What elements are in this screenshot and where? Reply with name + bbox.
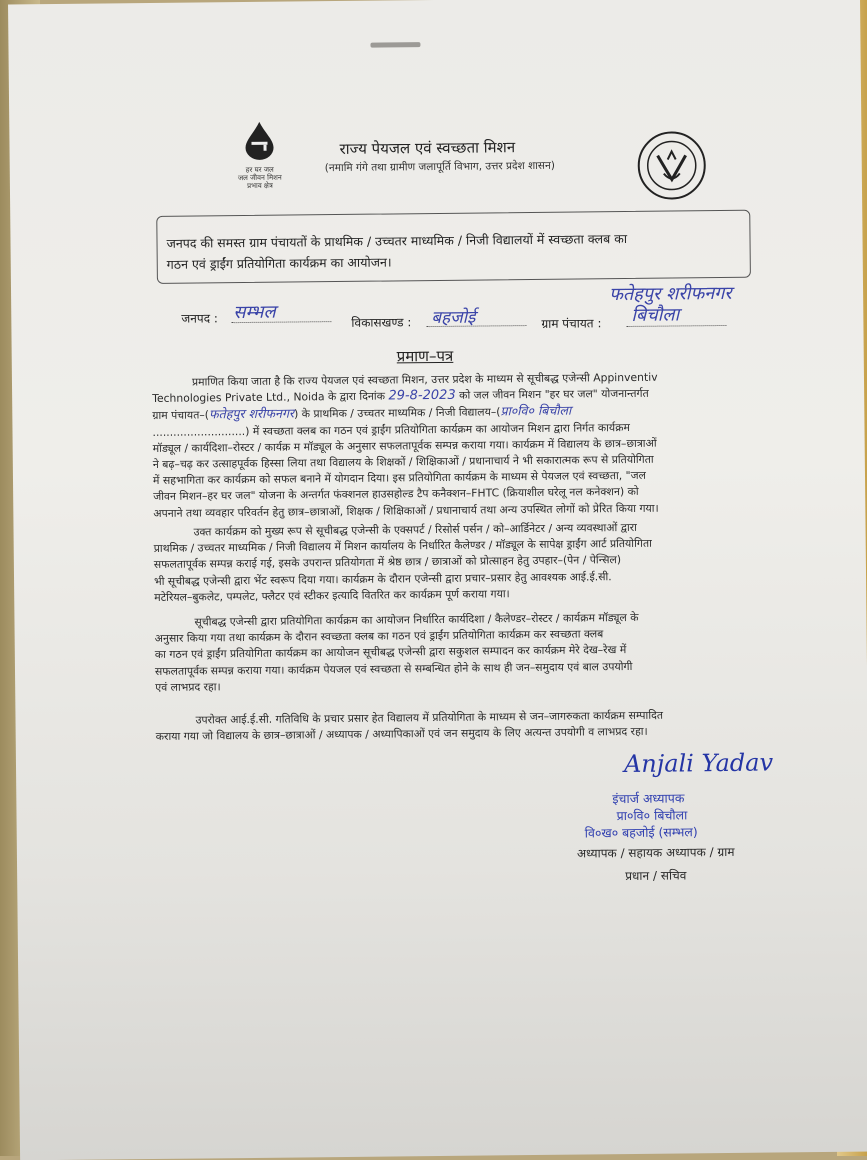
para1-line-6: ने बढ़–चढ़ कर उत्साहपूर्वक हिस्सा लिया तथा विद्यालय के शिक्षकों / शिक्षिकाओं / प्रधानाचार्य ने भी सकारात्मक रूप से प्रतियोगिता xyxy=(152,452,654,471)
para1-line-7: में सहभागिता कर कार्यक्रम को सफल बनाने में योगदान दिया। इस प्रतियोगिता कार्यक्रम के माध्यम से पेयजल एवं स्वच्छता, "जल xyxy=(152,469,646,488)
janpad-dotline xyxy=(231,321,331,323)
para2-line-4: भी सूचीबद्ध एजेन्सी द्वारा भेंट स्वरूप दिया गया। कार्यक्रम के दौरान एजेन्सी द्वारा प्रचार–प्रसार हेतु आवश्यक आई.ई.सी. xyxy=(154,569,612,588)
para1-line-3a: ग्राम पंचायत–( xyxy=(152,408,209,423)
para3-line-3: का गठन एवं ड्राईंग प्रतियोगिता कार्यक्रम का आयोजन सूचीबद्ध एजेन्सी द्वारा सकुशल सम्पादन कर कार्यक्रम मेरे देख–रेख में xyxy=(154,643,627,662)
para2-line-3: सफलतापूर्वक सम्पन्न कराई गई, इसके उपरान्त प्रतियोगता में श्रेष्ठ छात्र / छात्राओं को प्रोत्साहन हेतु उपहार–(पेन / पेन्सिल) xyxy=(153,553,622,572)
emblem-icon xyxy=(635,129,708,202)
para3-line-2: अनुसार किया गया तथा कार्यक्रम के दौरान स्वच्छता क्लब का गठन एवं ड्राईंग प्रतियोगिता कार्यक्रम कर स्वच्छता क्लब xyxy=(154,627,604,646)
logo-text-2: जल जीवन मिशन xyxy=(237,173,282,183)
subject-line-2: गठन एवं ड्राईंग प्रतियोगिता कार्यक्रम का आयोजन। xyxy=(166,254,392,272)
para4-line-1: उपरोक्त आई.ई.सी. गतिविधि के प्रचार प्रसार हेत विद्यालय में प्रतियोगिता के माध्यम से जन–जागरुकता कार्यक्रम सम्पादित xyxy=(195,708,664,727)
up-government-emblem xyxy=(635,129,708,206)
para3-line-5: एवं लाभप्रद रहा। xyxy=(155,680,221,694)
paragraph-2 xyxy=(153,519,754,606)
para1-line-3b: ) के प्राथमिक / उच्चतर माध्यमिक / निजी विद्यालय–( xyxy=(294,405,501,421)
paragraph-1 xyxy=(152,369,754,522)
para1-line-2a: Technologies Private Ltd., Noida के द्वारा दिनांक xyxy=(152,389,386,406)
signature-stamp xyxy=(584,789,698,841)
para4-line-2: कराया गया जो विद्यालय के छात्र–छात्राओं / अध्यापक / अध्यापिकाओं एवं जन समुदाय के लिए अत्यन्त उपयोगी व लाभप्रद रहा। xyxy=(155,725,648,744)
para1-line-9: अपनाने तथा व्यवहार परिवर्तन हेतु छात्र–छात्राओं, शिक्षक / शिक्षिकाओं / प्रधानाचार्य तथा अन्य उपस्थित लोगों को प्रेरित किया गया। xyxy=(153,501,659,520)
role-line-1: अध्यापक / सहायक अध्यापक / ग्राम xyxy=(576,844,735,861)
signatory-role xyxy=(577,843,735,885)
gram-panchayat-label: ग्राम पंचायत : xyxy=(541,316,602,331)
vikaskhand-dotline xyxy=(426,325,526,327)
para1-line-5: मॉड्यूल / कार्यदिशा–रोस्टर / कार्यक्र म मॉड्यूल के अनुसार सफलतापूर्वक सम्पन्न कराया गया। कार्यक्रम में विद्यालय के छात्र–छात्राओं xyxy=(152,436,657,455)
stamp-line-2: प्रा०वि० बिचौला xyxy=(616,807,688,824)
logo-text-1: हर घर जल xyxy=(245,165,274,174)
handwritten-signature: Anjali Yadav xyxy=(623,748,774,779)
para2-line-5: मटेरियल–बुकलेट, पम्पलेट, फ्लैटर एवं स्टीकर इत्यादि वितरित कर कार्यक्रम पूर्ण कराया गया। xyxy=(154,587,510,604)
gram-panchayat-value-top: फतेहपुर शरीफनगर xyxy=(608,282,732,306)
water-drop-icon xyxy=(239,120,279,162)
subject-text xyxy=(166,227,736,275)
certificate-title: प्रमाण–पत्र xyxy=(396,346,454,366)
document-page xyxy=(8,0,867,1160)
para2-line-2: प्राथमिक / उच्चतर माध्यमिक / निजी विद्यालय में मिशन कार्यालय के निर्धारित कैलेण्डर / मॉड्यूल के सापेक्ष ड्राईंग आर्ट प्रतियोगिता xyxy=(153,536,652,556)
staple-mark xyxy=(370,42,420,48)
gram-panchayat-dotline xyxy=(626,325,726,327)
vikaskhand-value: बहजोई xyxy=(431,307,476,329)
role-line-2: प्रधान / सचिव xyxy=(625,868,687,884)
subject-line-1: जनपद की समस्त ग्राम पंचायतों के प्राथमिक / उच्चतर माध्यमिक / निजी विद्यालयों में स्वच्छता क्लब का xyxy=(166,230,628,251)
program-date: 29-8-2023 xyxy=(388,387,456,404)
janpad-label: जनपद : xyxy=(181,311,219,326)
paragraph-4 xyxy=(155,707,755,746)
vikaskhand-label: विकासखण्ड : xyxy=(351,315,412,330)
paragraph-3 xyxy=(154,609,755,696)
jal-jeevan-mission-logo xyxy=(224,119,295,200)
school-handwritten: प्रा०वि० बिचौला xyxy=(500,402,572,419)
gram-panchayat-value: बिचौला xyxy=(631,304,680,326)
header-title: राज्य पेयजल एवं स्वच्छता मिशन xyxy=(339,138,516,158)
para1-line-8: जीवन मिशन–हर घर जल" योजना के अन्तर्गत फंक्शनल हाउसहोल्ड टैप कनैक्शन–FHTC (क्रियाशील घरेलू नल कनेक्शन) को xyxy=(153,485,639,504)
para3-line-1: सूचीबद्ध एजेन्सी द्वारा प्रतियोगिता कार्यक्रम का आयोजन निर्धारित कार्यदिशा / कैलेण्डर–रोस्टर / कार्यक्रम मॉड्यूल के xyxy=(194,610,639,629)
para1-line-4: ...........................) में स्वच्छता क्लब का गठन एवं ड्राईंग प्रतियोगिता कार्यक्रम का आयोजन मिशन द्वारा निर्गत कार्यक्रम xyxy=(152,420,630,439)
janpad-value: सम्भल xyxy=(233,301,276,324)
stamp-line-1: इंचार्ज अध्यापक xyxy=(612,790,685,807)
para1-line-1: प्रमाणित किया जाता है कि राज्य पेयजल एवं स्वच्छता मिशन, उत्तर प्रदेश के माध्यम से सूचीबद्ध एजेन्सी Appinventiv xyxy=(191,370,658,389)
para3-line-4: सफलतापूर्वक सम्पन्न कराया गया। कार्यक्रम पेयजल एवं स्वच्छता से सम्बन्धित होने के साथ ही जन–समुदाय एवं बाल उपयोगी xyxy=(154,659,633,678)
logo-text-3: प्रभाव क्षेत्र xyxy=(247,181,273,190)
gram-panchayat-handwritten: फतेहपुर शरीफनगर xyxy=(208,405,295,422)
header-subtitle: (नमामि गंगे तथा ग्रामीण जलापूर्ति विभाग, उत्तर प्रदेश शासन) xyxy=(324,159,555,175)
para2-line-1: उक्त कार्यक्रम को मुख्य रूप से सूचीबद्ध एजेन्सी के एक्सपर्ट / रिसोर्स पर्सन / को–आर्डिनेटर / अन्य व्यवस्थाओं द्वारा xyxy=(193,520,638,539)
para1-line-2b: को जल जीवन मिशन "हर घर जल" योजनान्तर्गत xyxy=(459,386,649,402)
stamp-line-3: वि०ख० बहजोई (सम्भल) xyxy=(584,824,698,841)
